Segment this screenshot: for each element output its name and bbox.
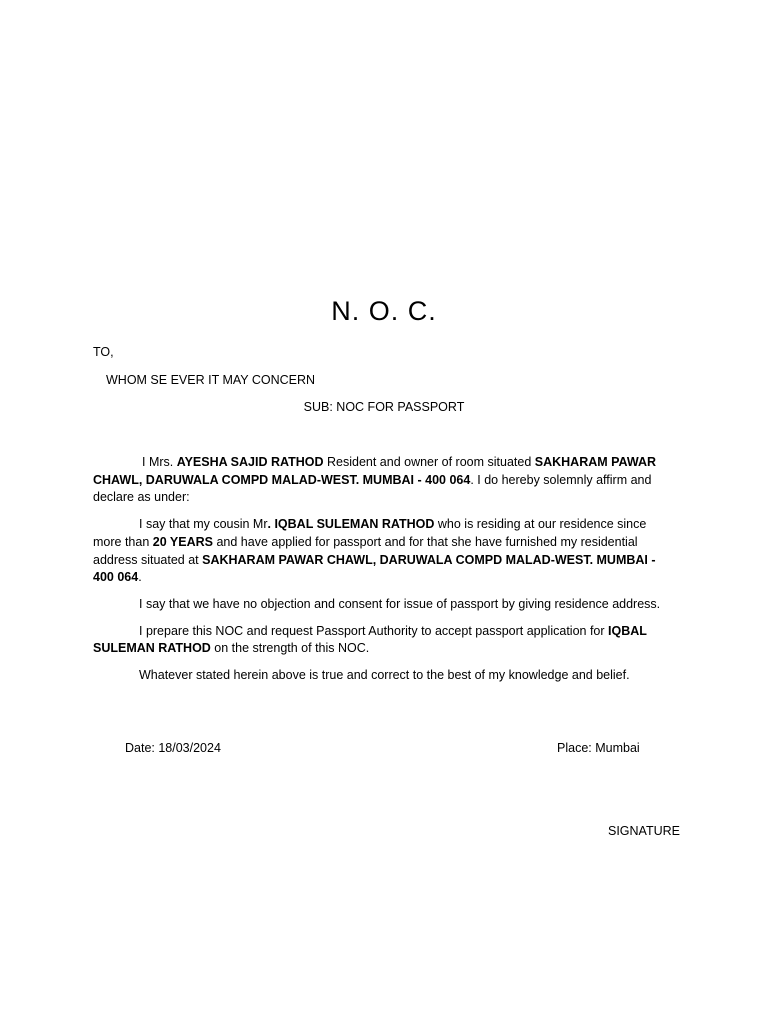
document-title: N. O. C. (331, 296, 437, 326)
paragraph-request (93, 623, 671, 658)
paragraph-no-objection (93, 596, 671, 614)
text-run: . (138, 570, 142, 585)
text-run: I prepare this NOC and request Passport Authority to accept passport application for (139, 623, 609, 638)
applicant-name: . IQBAL SULEMAN RATHOD (267, 517, 435, 532)
paragraph-affirmation (93, 667, 671, 685)
declarant-name: AYESHA SAJID RATHOD (176, 455, 324, 469)
residence-duration: 20 YEARS (152, 534, 213, 549)
addressee-line: WHOM SE EVER IT MAY CONCERN (106, 373, 316, 387)
text-run: who is residing at our residence since more than (93, 517, 647, 549)
text-run: . I do hereby solemnly affirm and declare as under: (93, 472, 652, 505)
signature-label: SIGNATURE (608, 824, 680, 838)
place-field: Place: Mumbai (557, 741, 640, 755)
letter-body (93, 454, 671, 694)
paragraph-cousin (93, 516, 671, 587)
residence-address: SAKHARAM PAWAR CHAWL, DARUWALA COMPD MALAD-WEST. MUMBAI - 400 064 (93, 552, 656, 585)
text-run: Whatever stated herein above is true and correct to the best of my knowledge and belief. (139, 668, 630, 683)
declarant-address: SAKHARAM PAWAR CHAWL, DARUWALA COMPD MALAD-WEST. MUMBAI - 400 064 (93, 455, 657, 487)
subject-line: SUB: NOC FOR PASSPORT (303, 400, 465, 414)
paragraph-declarant (93, 454, 671, 507)
applicant-name: IQBAL SULEMAN RATHOD (93, 623, 647, 656)
text-run: I say that my cousin Mr (139, 517, 268, 532)
text-run: and have applied for passport and for that she have furnished my residential address situated at (93, 534, 638, 567)
text-run: on the strength of this NOC. (210, 641, 370, 656)
text-run: Resident and owner of room situated (323, 455, 535, 469)
text-run: I Mrs. (142, 455, 177, 469)
addressee-to: TO, (93, 345, 114, 359)
date-field: Date: 18/03/2024 (125, 741, 221, 755)
text-run: I say that we have no objection and consent for issue of passport by giving residence address. (139, 596, 661, 611)
